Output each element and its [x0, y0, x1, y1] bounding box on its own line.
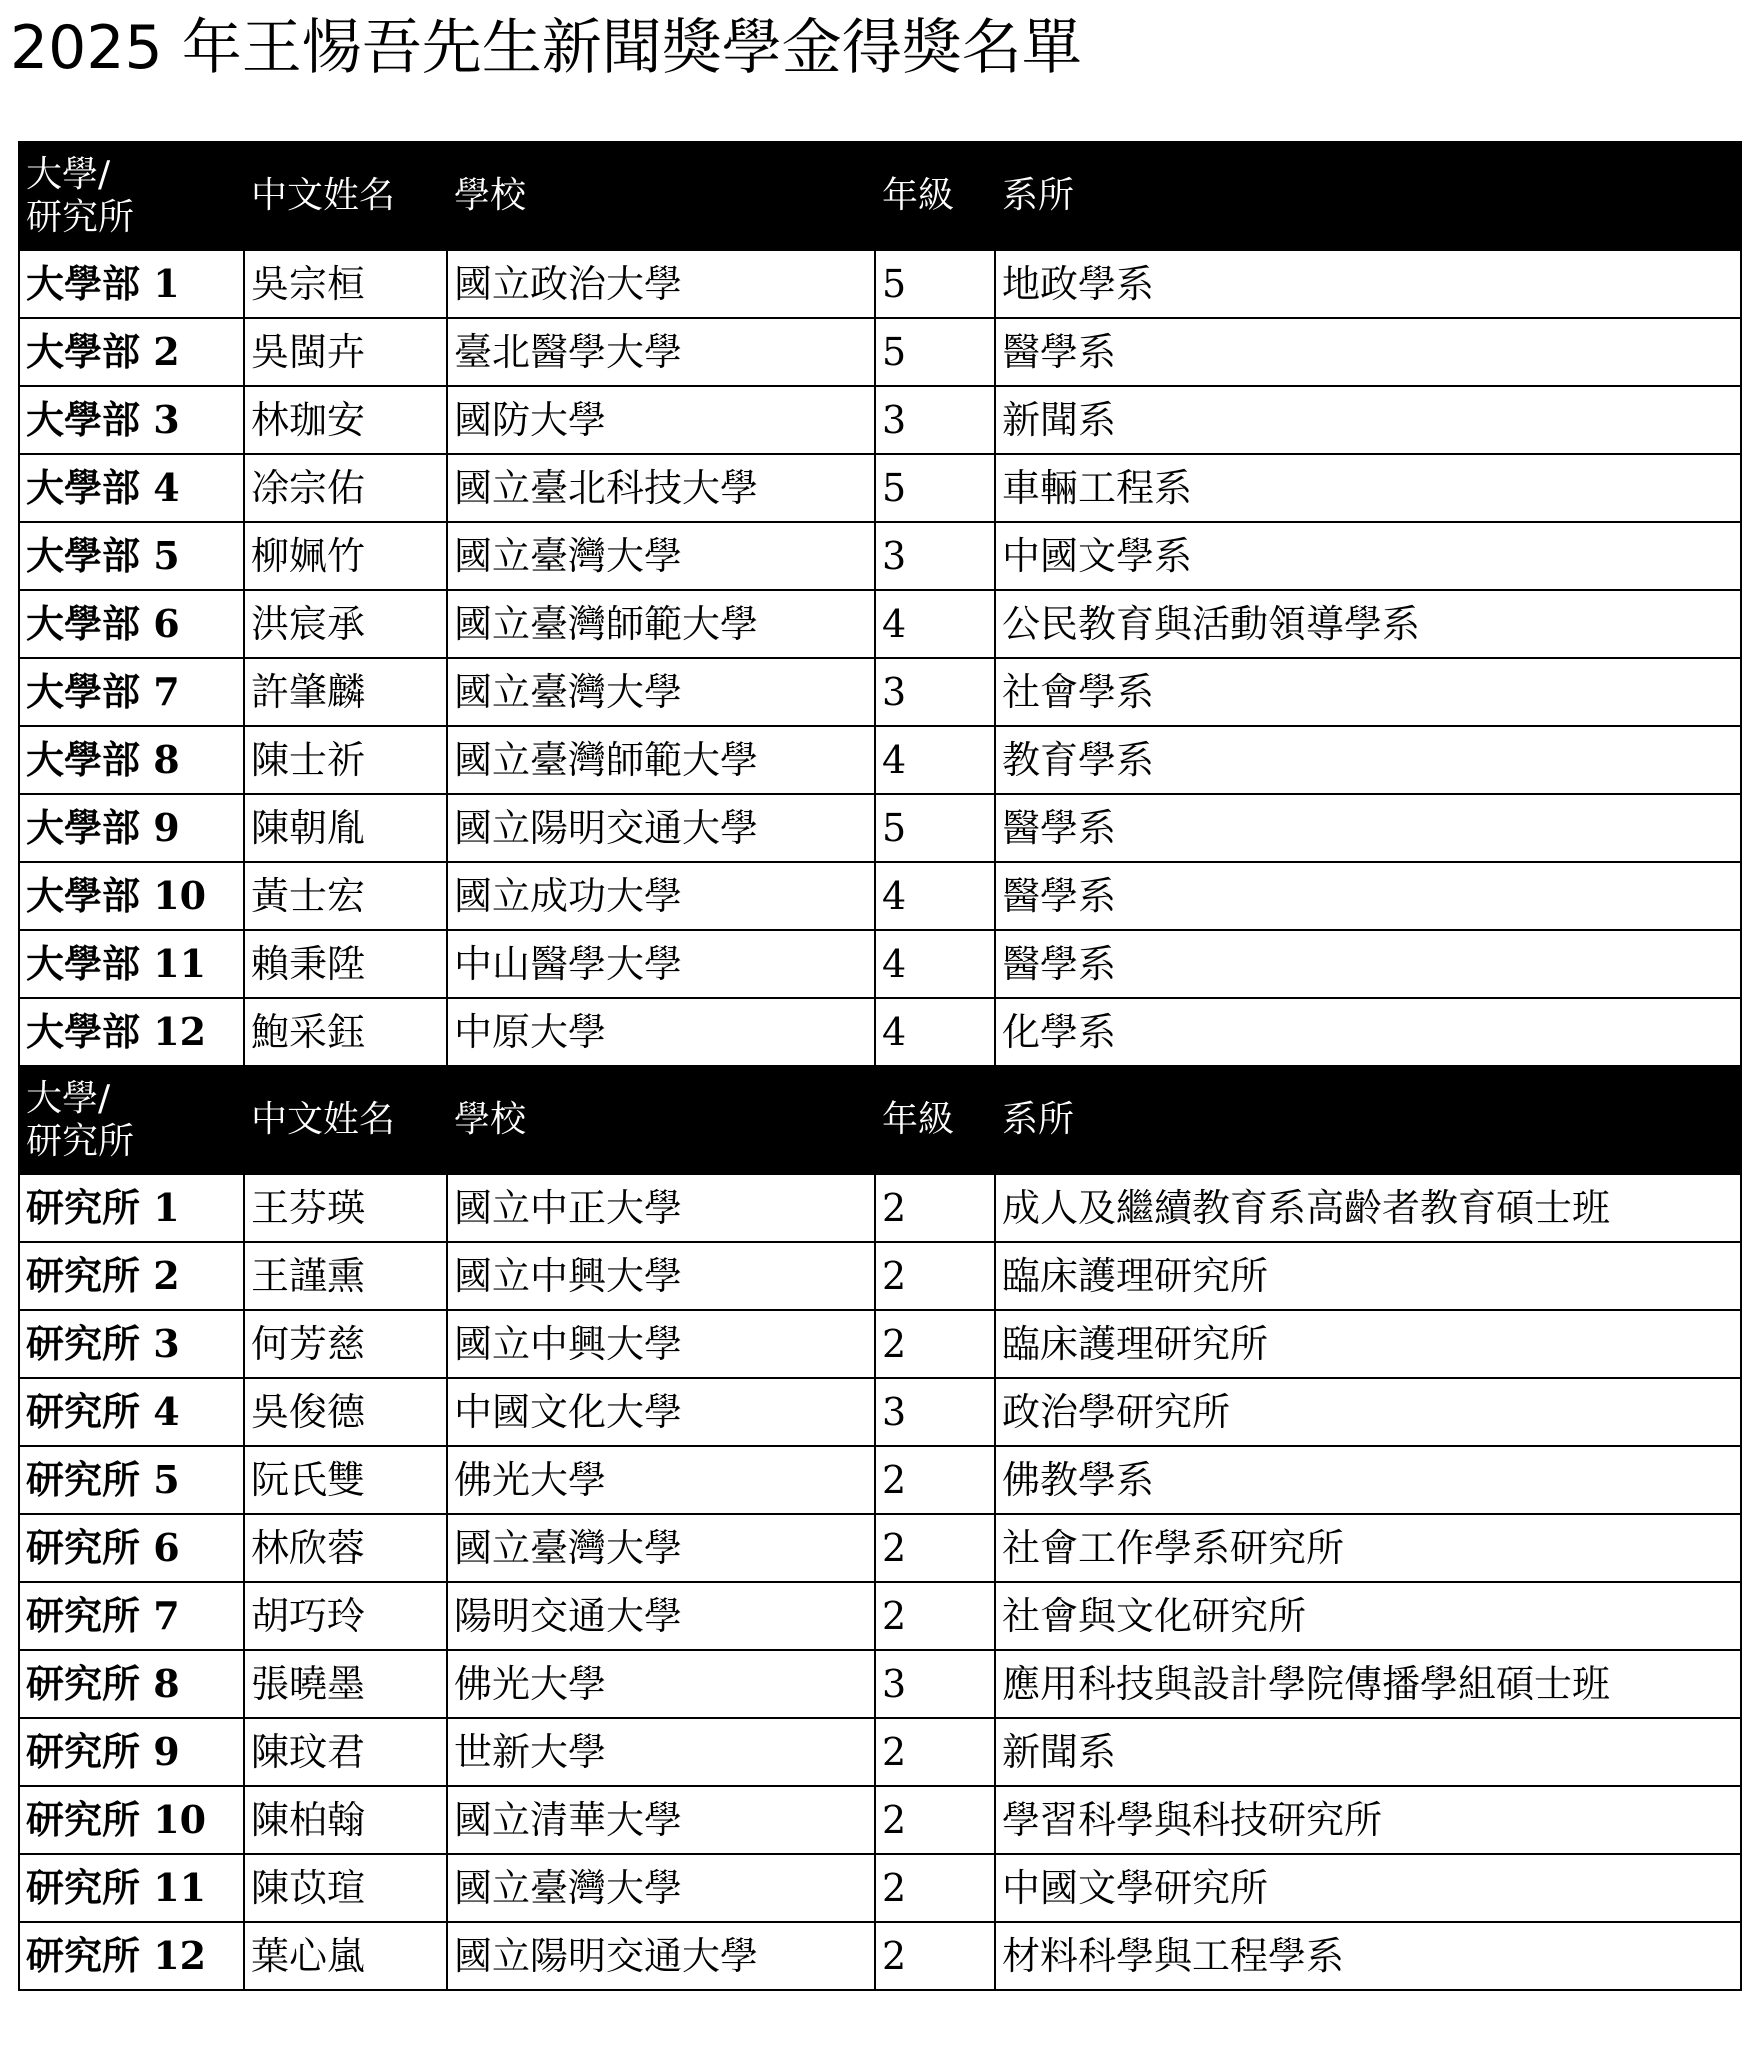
cell-category: 大學部 6 — [19, 590, 244, 658]
cell-department: 地政學系 — [995, 250, 1741, 318]
cell-grade: 2 — [875, 1582, 995, 1650]
table-row — [19, 1378, 1741, 1446]
cell-category: 研究所 3 — [19, 1310, 244, 1378]
cell-department: 臨床護理研究所 — [995, 1242, 1741, 1310]
cell-department: 車輛工程系 — [995, 454, 1741, 522]
header-school: 學校 — [447, 142, 875, 250]
cell-grade: 2 — [875, 1854, 995, 1922]
table-row — [19, 794, 1741, 862]
cell-school: 世新大學 — [447, 1718, 875, 1786]
cell-name: 賴秉陞 — [244, 930, 447, 998]
cell-grade: 4 — [875, 930, 995, 998]
cell-school: 國立政治大學 — [447, 250, 875, 318]
cell-grade: 5 — [875, 250, 995, 318]
cell-name: 吳閩卉 — [244, 318, 447, 386]
cell-name: 張曉墨 — [244, 1650, 447, 1718]
table-row — [19, 862, 1741, 930]
header-grade: 年級 — [875, 1066, 995, 1174]
cell-grade: 4 — [875, 862, 995, 930]
cell-school: 中原大學 — [447, 998, 875, 1066]
header-school: 學校 — [447, 1066, 875, 1174]
cell-name: 王芬瑛 — [244, 1174, 447, 1242]
cell-department: 成人及繼續教育系高齡者教育碩士班 — [995, 1174, 1741, 1242]
table-row — [19, 318, 1741, 386]
cell-name: 陳玟君 — [244, 1718, 447, 1786]
cell-grade: 4 — [875, 726, 995, 794]
cell-name: 吳宗桓 — [244, 250, 447, 318]
cell-department: 中國文學系 — [995, 522, 1741, 590]
cell-department: 臨床護理研究所 — [995, 1310, 1741, 1378]
cell-name: 陳苡瑄 — [244, 1854, 447, 1922]
cell-name: 洪宸承 — [244, 590, 447, 658]
cell-category: 研究所 5 — [19, 1446, 244, 1514]
cell-name: 陳柏翰 — [244, 1786, 447, 1854]
header-name: 中文姓名 — [244, 1066, 447, 1174]
cell-department: 醫學系 — [995, 862, 1741, 930]
header-department: 系所 — [995, 1066, 1741, 1174]
cell-name: 林珈安 — [244, 386, 447, 454]
table-row — [19, 1786, 1741, 1854]
header-department: 系所 — [995, 142, 1741, 250]
cell-school: 國立臺灣師範大學 — [447, 726, 875, 794]
cell-category: 研究所 8 — [19, 1650, 244, 1718]
cell-school: 國防大學 — [447, 386, 875, 454]
cell-school: 國立臺灣大學 — [447, 658, 875, 726]
cell-school: 國立清華大學 — [447, 1786, 875, 1854]
table-row — [19, 1310, 1741, 1378]
cell-department: 醫學系 — [995, 318, 1741, 386]
cell-department: 化學系 — [995, 998, 1741, 1066]
cell-name: 陳士祈 — [244, 726, 447, 794]
awardee-table — [18, 141, 1742, 1991]
cell-category: 研究所 2 — [19, 1242, 244, 1310]
cell-grade: 2 — [875, 1922, 995, 1990]
cell-school: 臺北醫學大學 — [447, 318, 875, 386]
cell-school: 佛光大學 — [447, 1446, 875, 1514]
cell-grade: 3 — [875, 386, 995, 454]
table-row — [19, 1718, 1741, 1786]
cell-department: 新聞系 — [995, 386, 1741, 454]
cell-name: 葉心嵐 — [244, 1922, 447, 1990]
cell-category: 大學部 8 — [19, 726, 244, 794]
table-row — [19, 998, 1741, 1066]
table-row — [19, 1582, 1741, 1650]
cell-category: 大學部 5 — [19, 522, 244, 590]
cell-school: 國立臺灣大學 — [447, 522, 875, 590]
cell-category: 大學部 2 — [19, 318, 244, 386]
cell-department: 公民教育與活動領導學系 — [995, 590, 1741, 658]
header-name: 中文姓名 — [244, 142, 447, 250]
table-row — [19, 386, 1741, 454]
header-category — [19, 1066, 244, 1174]
cell-grade: 3 — [875, 658, 995, 726]
table-row — [19, 1650, 1741, 1718]
awardee-table-body — [19, 142, 1741, 1990]
cell-category: 大學部 9 — [19, 794, 244, 862]
cell-grade: 3 — [875, 1650, 995, 1718]
cell-school: 國立臺灣大學 — [447, 1514, 875, 1582]
cell-category: 大學部 4 — [19, 454, 244, 522]
cell-category: 研究所 11 — [19, 1854, 244, 1922]
header-category-line1: 大學/ — [26, 153, 111, 195]
cell-department: 社會工作學系研究所 — [995, 1514, 1741, 1582]
cell-grade: 5 — [875, 794, 995, 862]
cell-name: 許肇麟 — [244, 658, 447, 726]
cell-category: 大學部 11 — [19, 930, 244, 998]
page-title: 2025 年王惕吾先生新聞獎學金得獎名單 — [10, 13, 1082, 83]
header-category-line2: 研究所 — [26, 197, 135, 238]
cell-name: 柳姵竹 — [244, 522, 447, 590]
cell-school: 國立中興大學 — [447, 1242, 875, 1310]
cell-category: 研究所 4 — [19, 1378, 244, 1446]
cell-department: 佛教學系 — [995, 1446, 1741, 1514]
cell-name: 王謹熏 — [244, 1242, 447, 1310]
cell-name: 何芳慈 — [244, 1310, 447, 1378]
cell-school: 國立臺灣師範大學 — [447, 590, 875, 658]
cell-school: 國立陽明交通大學 — [447, 1922, 875, 1990]
table-row — [19, 1922, 1741, 1990]
cell-name: 黃士宏 — [244, 862, 447, 930]
cell-name: 林欣蓉 — [244, 1514, 447, 1582]
cell-name: 阮氏雙 — [244, 1446, 447, 1514]
cell-school: 陽明交通大學 — [447, 1582, 875, 1650]
header-category-line2: 研究所 — [26, 1121, 135, 1162]
cell-name: 胡巧玲 — [244, 1582, 447, 1650]
cell-grade: 2 — [875, 1310, 995, 1378]
cell-grade: 3 — [875, 1378, 995, 1446]
table-row — [19, 1446, 1741, 1514]
cell-name: 吳俊德 — [244, 1378, 447, 1446]
cell-department: 醫學系 — [995, 794, 1741, 862]
cell-department: 社會與文化研究所 — [995, 1582, 1741, 1650]
cell-grade: 2 — [875, 1718, 995, 1786]
header-grade: 年級 — [875, 142, 995, 250]
cell-school: 國立成功大學 — [447, 862, 875, 930]
cell-category: 研究所 6 — [19, 1514, 244, 1582]
cell-department: 新聞系 — [995, 1718, 1741, 1786]
cell-school: 中山醫學大學 — [447, 930, 875, 998]
cell-category: 研究所 7 — [19, 1582, 244, 1650]
cell-department: 社會學系 — [995, 658, 1741, 726]
cell-category: 大學部 7 — [19, 658, 244, 726]
header-category-line1: 大學/ — [26, 1077, 111, 1119]
cell-school: 國立中興大學 — [447, 1310, 875, 1378]
cell-school: 佛光大學 — [447, 1650, 875, 1718]
table-row — [19, 930, 1741, 998]
cell-department: 教育學系 — [995, 726, 1741, 794]
table-row — [19, 250, 1741, 318]
cell-name: 陳朝胤 — [244, 794, 447, 862]
cell-department: 醫學系 — [995, 930, 1741, 998]
table-row — [19, 726, 1741, 794]
cell-department: 中國文學研究所 — [995, 1854, 1741, 1922]
cell-department: 政治學研究所 — [995, 1378, 1741, 1446]
table-row — [19, 1854, 1741, 1922]
table-header-row-undergraduate — [19, 142, 1741, 250]
cell-grade: 4 — [875, 998, 995, 1066]
table-row — [19, 1514, 1741, 1582]
cell-department: 應用科技與設計學院傳播學組碩士班 — [995, 1650, 1741, 1718]
cell-grade: 2 — [875, 1242, 995, 1310]
cell-category: 研究所 10 — [19, 1786, 244, 1854]
table-row — [19, 590, 1741, 658]
table-row — [19, 658, 1741, 726]
cell-grade: 5 — [875, 454, 995, 522]
table-row — [19, 454, 1741, 522]
cell-name: 鮑采鈺 — [244, 998, 447, 1066]
cell-grade: 2 — [875, 1446, 995, 1514]
table-row — [19, 1242, 1741, 1310]
cell-grade: 2 — [875, 1174, 995, 1242]
cell-school: 中國文化大學 — [447, 1378, 875, 1446]
cell-grade: 2 — [875, 1514, 995, 1582]
cell-department: 材料科學與工程學系 — [995, 1922, 1741, 1990]
cell-grade: 3 — [875, 522, 995, 590]
cell-grade: 2 — [875, 1786, 995, 1854]
cell-category: 研究所 1 — [19, 1174, 244, 1242]
cell-category: 大學部 3 — [19, 386, 244, 454]
cell-grade: 5 — [875, 318, 995, 386]
cell-school: 國立陽明交通大學 — [447, 794, 875, 862]
cell-category: 大學部 12 — [19, 998, 244, 1066]
cell-school: 國立臺北科技大學 — [447, 454, 875, 522]
cell-category: 研究所 12 — [19, 1922, 244, 1990]
cell-category: 大學部 10 — [19, 862, 244, 930]
cell-school: 國立臺灣大學 — [447, 1854, 875, 1922]
cell-grade: 4 — [875, 590, 995, 658]
header-category — [19, 142, 244, 250]
table-header-row-graduate — [19, 1066, 1741, 1174]
cell-department: 學習科學與科技研究所 — [995, 1786, 1741, 1854]
cell-category: 研究所 9 — [19, 1718, 244, 1786]
cell-name: 凃宗佑 — [244, 454, 447, 522]
cell-category: 大學部 1 — [19, 250, 244, 318]
table-row — [19, 1174, 1741, 1242]
cell-school: 國立中正大學 — [447, 1174, 875, 1242]
table-row — [19, 522, 1741, 590]
